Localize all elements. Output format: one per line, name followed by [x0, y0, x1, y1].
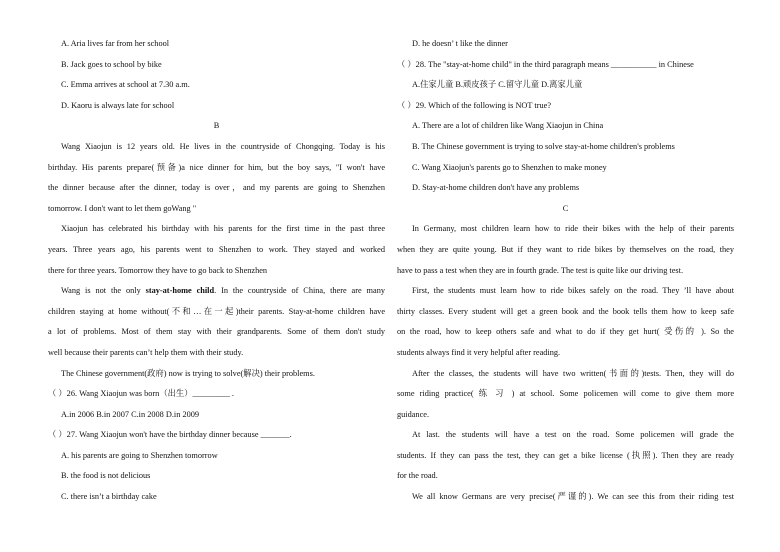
passage-b-line: the dinner because after the dinner, today is over，and my parents are going to Shenzhen: [48, 183, 385, 193]
passage-b-line: The Chinese government(政府) now is trying to solve(解决) their problems.: [61, 368, 315, 378]
passage-b-line: birthday. His parents prepare(预备)a nice dinner for him, but the boy says, "I won't have: [48, 162, 385, 172]
passage-c-line: In Germany, most children learn how to ride their bikes with the help of their parents: [412, 224, 734, 234]
passage-c-line: students. If they can pass the test, they can get a bike license (执照). Then they are ready: [397, 450, 734, 460]
text-segment: Wang is not the only: [61, 286, 146, 296]
passage-c-line: on the road, how to keep others safe and what to do if they get hurt( 受伤的 ). So the: [397, 327, 734, 337]
passage-b-line: there for three years. Tomorrow they have to go back to Shenzhen: [48, 265, 268, 275]
passage-b-line: years. Three years ago, his parents went to Shenzhen to work. They stayed and worked: [48, 244, 385, 254]
passage-c-line: First, the students must learn how to ride bikes safely on the road. They ’ll have about: [412, 286, 734, 296]
stay-at-home-child-term: stay-at-home child: [145, 286, 215, 296]
question-27-option-b: B. the food is not delicious: [61, 471, 151, 481]
passage-c-line: We all know Germans are very precise(严谨的). We can see this from their riding test: [412, 492, 734, 502]
question-29: （ ）29. Which of the following is NOT true?: [397, 100, 552, 110]
passage-c-line: some riding practice( 练 习 ) at school. Some policemen will come to give them more: [397, 389, 734, 399]
section-heading-b: B: [213, 121, 220, 131]
question-29-option-a: A. There are a lot of children like Wang Xiaojun in China: [412, 121, 604, 131]
passage-c-line: when they are quite young. But if they want to ride bikes by themselves on the road, they: [397, 244, 734, 254]
question-28: （ ）28. The "stay-at-home child" in the third paragraph means ___________ in Chinese: [397, 59, 694, 69]
passage-b-line: tomorrow. I don't want to let them goWang ": [48, 203, 197, 213]
option-c: C. Emma arrives at school at 7.30 a.m.: [61, 80, 190, 90]
question-26-options: A.in 2006 B.in 2007 C.in 2008 D.in 2009: [61, 409, 200, 419]
option-d: D. Kaoru is always late for school: [61, 100, 175, 110]
passage-b-line: Xiaojun has celebrated his birthday with his parents for the first time in the past three: [61, 224, 385, 234]
right-column: [397, 34, 734, 508]
question-26: （ ）26. Wang Xiaojun was born（出生）_________ .: [48, 389, 234, 399]
passage-c-line: students always find it very helpful after reading.: [397, 347, 561, 357]
passage-c-line: for the road.: [397, 471, 438, 481]
passage-b-line: Wang Xiaojun is 12 years old. He lives in the countryside of Chongqing. Today is his: [61, 141, 385, 151]
option-a: A. Aria lives far from her school: [61, 39, 170, 48]
passage-b-line: [48, 281, 385, 302]
question-29-option-d: D. Stay-at-home children don't have any problems: [412, 183, 580, 193]
question-29-option-b: B. The Chinese government is trying to solve stay-at-home children's problems: [412, 141, 675, 151]
option-b: B. Jack goes to school by bike: [61, 59, 162, 69]
question-27-option-d: D. he doesn’ t like the dinner: [412, 39, 508, 48]
passage-c-line: At last. the students will have a test on the road. Some policemen will grade the: [412, 430, 734, 440]
passage-b-line: a lot of problems. Most of them stay with their grandparents. Some of them don't study: [48, 327, 385, 337]
left-column: [48, 34, 385, 508]
passage-c-line: have to pass a test when they are in fourth grade. The test is quite like our driving test.: [397, 265, 684, 275]
text-segment: . In the countryside of China, there are many: [214, 286, 385, 296]
question-29-option-c: C. Wang Xiaojun's parents go to Shenzhen to make money: [412, 162, 607, 172]
question-27-option-c: C. there isn’t a birthday cake: [61, 492, 157, 502]
passage-b-line: children staying at home without(不和…在一起)their parents. Stay-at-home children have: [48, 306, 385, 316]
question-27-option-a: A. his parents are going to Shenzhen tomorrow: [61, 450, 218, 460]
passage-c-line: thirty classes. Every student will get a green book and the book tells them how to keep safe: [397, 306, 734, 316]
passage-c-line: guidance.: [397, 409, 430, 419]
question-28-options: A.住家儿童 B.顽皮孩子 C.留守儿童 D.离家儿童: [412, 80, 583, 90]
passage-c-line: After the classes, the students will have two written(书面的)tests. Then, they will do: [412, 368, 734, 378]
question-27: （ ）27. Wang Xiaojun won't have the birthday dinner because _______.: [48, 430, 292, 440]
section-heading-c: C: [562, 203, 569, 213]
passage-b-line: well because their parents can’t help them with their study.: [48, 347, 244, 357]
